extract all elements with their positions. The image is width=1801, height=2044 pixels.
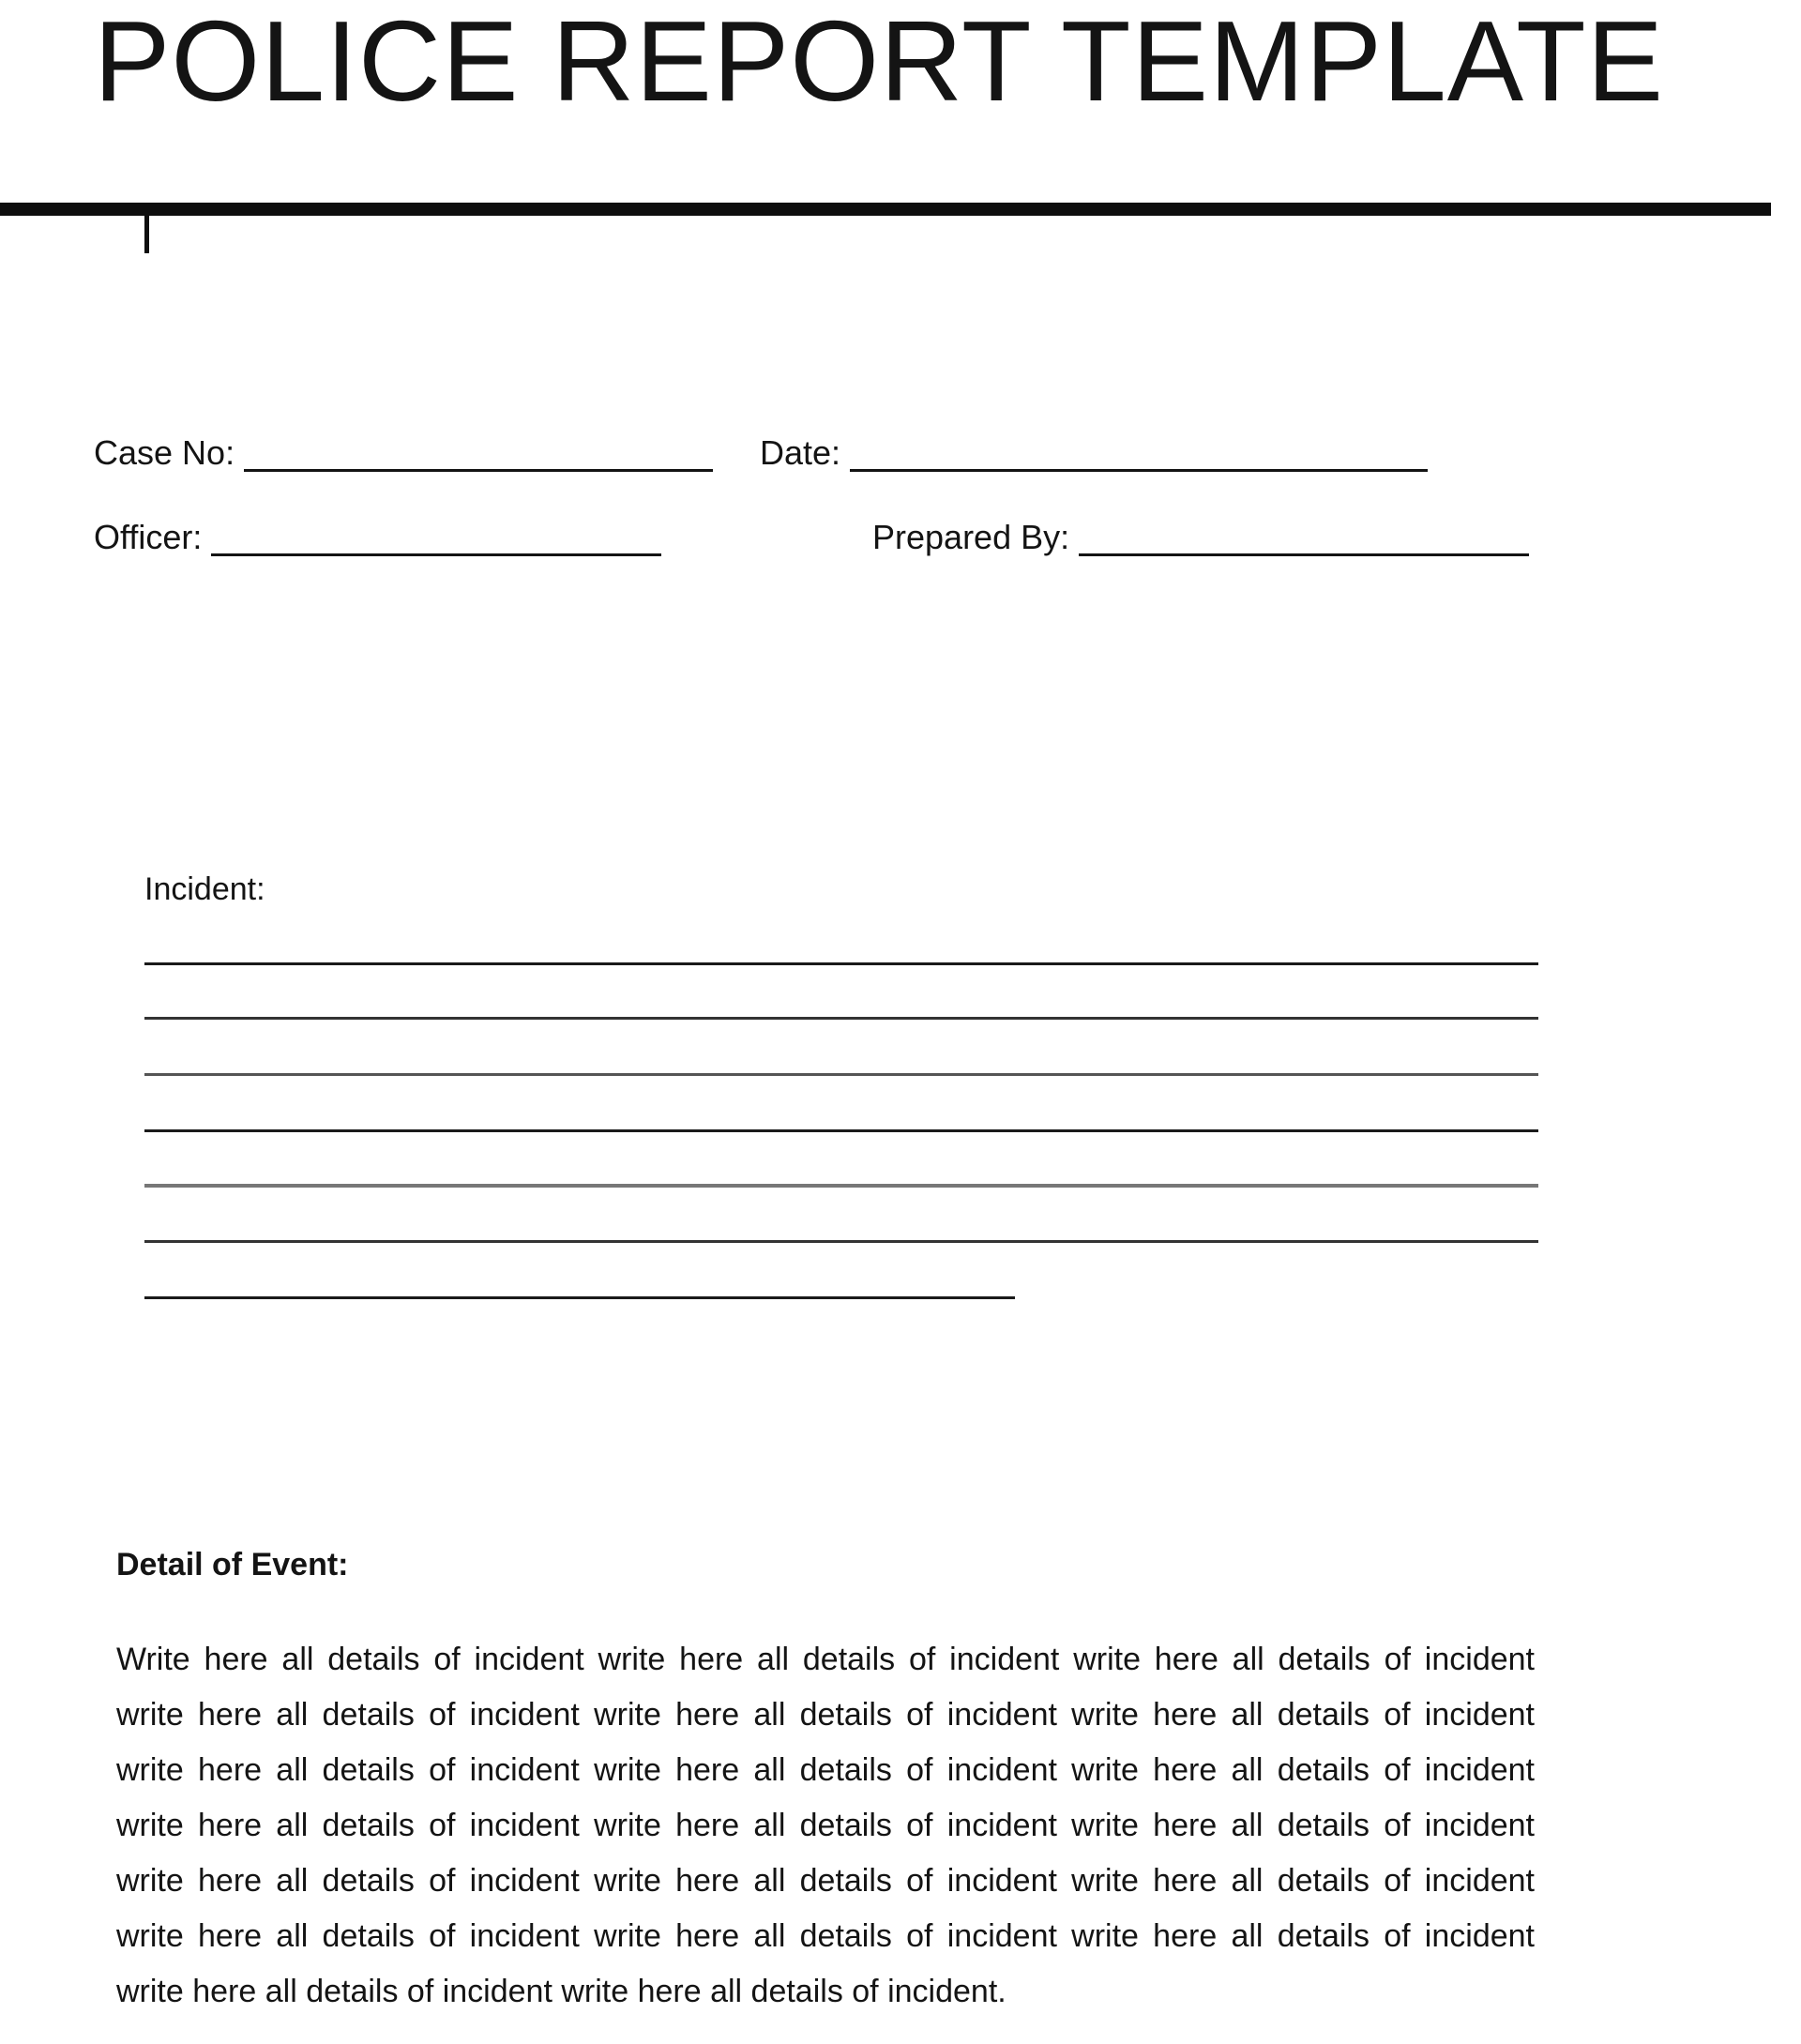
case-no-field bbox=[94, 432, 713, 472]
incident-line[interactable] bbox=[144, 1184, 1538, 1188]
date-blank[interactable] bbox=[850, 432, 1428, 472]
date-field bbox=[760, 432, 1428, 472]
detail-line: write here all details of incident write here all details of incident write here all details of incident bbox=[116, 1697, 1535, 1733]
incident-line[interactable] bbox=[144, 1129, 1538, 1132]
page-title: POLICE REPORT TEMPLATE bbox=[94, 0, 1665, 125]
detail-heading: Detail of Event: bbox=[116, 1547, 349, 1582]
prepared-by-blank[interactable] bbox=[1079, 516, 1529, 556]
text-cursor-mark bbox=[144, 208, 149, 253]
officer-blank[interactable] bbox=[211, 516, 661, 556]
detail-paragraph bbox=[116, 1632, 1535, 2020]
detail-line: write here all details of incident write here all details of incident write here all details of incident bbox=[116, 1808, 1535, 1843]
detail-line: write here all details of incident write here all details of incident. bbox=[116, 1974, 1006, 2009]
date-label: Date: bbox=[760, 433, 841, 472]
incident-line[interactable] bbox=[144, 1240, 1538, 1243]
prepared-by-field bbox=[872, 516, 1529, 556]
detail-line: Write here all details of incident write here all details of incident write here all details of incident bbox=[116, 1642, 1535, 1677]
case-no-label: Case No: bbox=[94, 433, 235, 472]
officer-field bbox=[94, 516, 661, 556]
detail-line: write here all details of incident write here all details of incident write here all details of incident bbox=[116, 1918, 1535, 1954]
case-no-blank[interactable] bbox=[244, 432, 713, 472]
detail-line: write here all details of incident write here all details of incident write here all details of incident bbox=[116, 1863, 1535, 1899]
incident-line[interactable] bbox=[144, 1073, 1538, 1076]
incident-line[interactable] bbox=[144, 1296, 1015, 1299]
incident-label: Incident: bbox=[144, 871, 265, 907]
title-divider bbox=[0, 203, 1771, 216]
officer-label: Officer: bbox=[94, 518, 203, 556]
prepared-by-label: Prepared By: bbox=[872, 518, 1070, 556]
incident-line[interactable] bbox=[144, 1017, 1538, 1020]
incident-line[interactable] bbox=[144, 962, 1538, 965]
detail-line: write here all details of incident write here all details of incident write here all details of incident bbox=[116, 1752, 1535, 1788]
